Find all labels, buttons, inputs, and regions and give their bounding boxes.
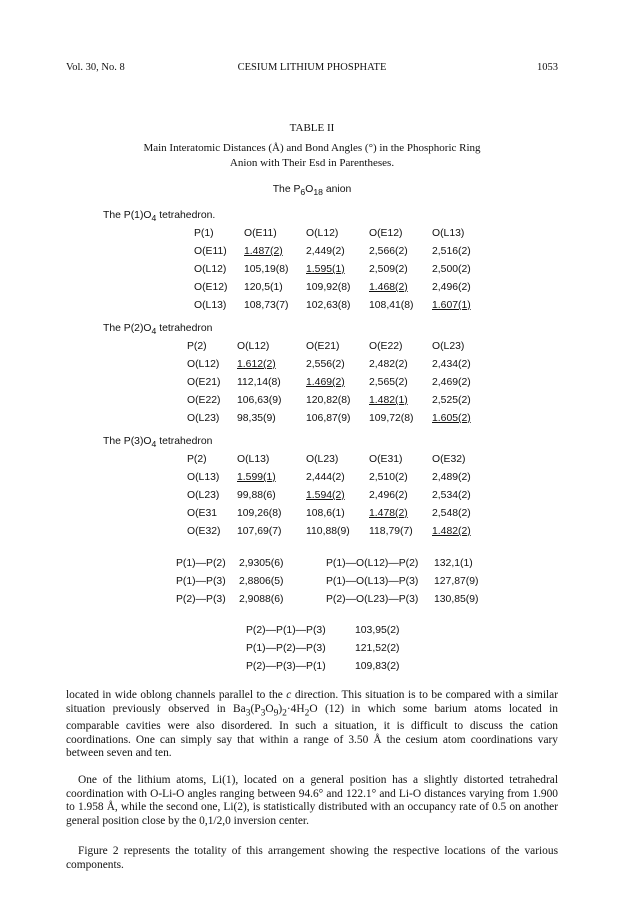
- table-header-cell: O(L12): [306, 228, 339, 239]
- table-cell: 2,449(2): [306, 246, 345, 257]
- paragraph-3: Figure 2 represents the totality of this arrangement showing the respective locations of the various components.: [66, 845, 558, 871]
- table-cell: 2,489(2): [432, 472, 471, 483]
- pop-angle-value: 127,87(9): [434, 576, 479, 587]
- table-cell: 1.482(1): [369, 395, 408, 406]
- table-cell: 2,534(2): [432, 490, 471, 501]
- table-title: TABLE II: [289, 122, 335, 134]
- table-cell: 112,14(8): [237, 377, 281, 388]
- running-title: CESIUM LITHIUM PHOSPHATE: [237, 62, 387, 73]
- table-cell: 118,79(7): [369, 526, 413, 537]
- ppp-angle-value: 103,95(2): [355, 625, 400, 636]
- table-cell: 1.612(2): [237, 359, 276, 370]
- table-header-cell: O(L13): [432, 228, 465, 239]
- pop-angle-label: P(2)—O(L23)—P(3): [326, 594, 419, 605]
- table-cell: 2,482(2): [369, 359, 408, 370]
- table-header-cell: P(1): [194, 228, 214, 239]
- table-cell: 106,87(9): [306, 413, 351, 424]
- table-cell: O(L13): [194, 300, 227, 311]
- table-caption-line2: Anion with Their Esd in Parentheses.: [229, 157, 395, 169]
- table-cell: 2,556(2): [306, 359, 345, 370]
- table-cell: 1.469(2): [306, 377, 345, 388]
- pop-angle-label: P(1)—O(L12)—P(2): [326, 558, 419, 569]
- table-cell: 2,565(2): [369, 377, 408, 388]
- table-cell: 98,35(9): [237, 413, 276, 424]
- ppp-angle-value: 109,83(2): [355, 661, 400, 672]
- table-cell: 2,509(2): [369, 264, 408, 275]
- table-cell: 109,72(8): [369, 413, 414, 424]
- paragraph-1: located in wide oblong channels parallel to the c direction. This situation is to be compared with a similar situation previously observed in $Ba_3(P_3O_9)_2\cdot 4H_2O$ (12) in which some barium atoms located in comparable cavities were also disordered. In such a situation, it is difficult to discuss the cation coordinations. One can simply say that within a range of 3.50 Å the cesium atom coordinations vary between seven and ten.: [66, 689, 558, 760]
- table-cell: 2,516(2): [432, 246, 471, 257]
- table-cell: 102,63(8): [306, 300, 351, 311]
- table-cell: 2,548(2): [432, 508, 471, 519]
- table-cell: 107,69(7): [237, 526, 282, 537]
- table-cell: 120,82(8): [306, 395, 351, 406]
- pop-angle-value: 130,85(9): [434, 594, 479, 605]
- table-header-cell: O(E32): [432, 454, 466, 465]
- table-cell: 110,88(9): [306, 526, 350, 537]
- table-cell: 109,26(8): [237, 508, 282, 519]
- table-cell: 2,500(2): [432, 264, 471, 275]
- table-cell: 1.595(1): [306, 264, 345, 275]
- table-cell: 1.599(1): [237, 472, 276, 483]
- table-header-cell: P(2): [187, 341, 207, 352]
- table-header-cell: O(E31): [369, 454, 403, 465]
- pp-distance-label: P(2)—P(3): [176, 594, 226, 605]
- journal-volume: Vol. 30, No. 8: [66, 62, 125, 73]
- table-cell: O(L13): [187, 472, 220, 483]
- table-header-cell: O(L23): [306, 454, 339, 465]
- table-header-cell: O(E12): [369, 228, 403, 239]
- table-cell: 1.605(2): [432, 413, 471, 424]
- table-header-cell: O(E21): [306, 341, 340, 352]
- table-cell: O(E11): [194, 246, 227, 257]
- table-cell: 2,510(2): [369, 472, 408, 483]
- table-cell: O(E21): [187, 377, 221, 388]
- pp-distance-value: 2,9088(6): [239, 594, 284, 605]
- table-caption-line1: Main Interatomic Distances (Å) and Bond Angles (°) in the Phosphoric Ring: [143, 142, 481, 154]
- ppp-angle-value: 121,52(2): [355, 643, 400, 654]
- table-cell: 120,5(1): [244, 282, 283, 293]
- table-cell: 1.607(1): [432, 300, 471, 311]
- table-cell: O(E22): [187, 395, 221, 406]
- ppp-angle-label: P(2)—P(1)—P(3): [246, 625, 326, 636]
- table-cell: 109,92(8): [306, 282, 351, 293]
- pp-distance-label: P(1)—P(2): [176, 558, 226, 569]
- table-cell: 1.594(2): [306, 490, 345, 501]
- table-header-cell: O(L23): [432, 341, 465, 352]
- page-number: 1053: [537, 62, 558, 73]
- table-cell: 108,73(7): [244, 300, 289, 311]
- table-header-cell: P(2): [187, 454, 207, 465]
- tetrahedron-title: The $P(1)O_4$ tetrahedron.: [103, 210, 216, 224]
- table-cell: O(E31: [187, 508, 218, 519]
- pop-angle-value: 132,1(1): [434, 558, 473, 569]
- table-cell: 106,63(9): [237, 395, 282, 406]
- table-cell: 2,496(2): [432, 282, 471, 293]
- table-cell: 2,566(2): [369, 246, 408, 257]
- table-cell: 1.487(2): [244, 246, 283, 257]
- table-cell: O(L12): [194, 264, 227, 275]
- table-cell: 2,496(2): [369, 490, 408, 501]
- table-header-cell: O(L13): [237, 454, 270, 465]
- table-cell: 99,88(6): [237, 490, 276, 501]
- pp-distance-value: 2,8806(5): [239, 576, 284, 587]
- table-header-cell: O(E22): [369, 341, 403, 352]
- pop-angle-label: P(1)—O(L13)—P(3): [326, 576, 419, 587]
- ppp-angle-label: P(2)—P(3)—P(1): [246, 661, 326, 672]
- table-cell: 1.468(2): [369, 282, 408, 293]
- table-cell: 105,19(8): [244, 264, 289, 275]
- table-cell: 2,525(2): [432, 395, 471, 406]
- table-header-cell: O(L12): [237, 341, 270, 352]
- tetrahedron-title: The $P(2)O_4$ tetrahedron: [103, 323, 213, 337]
- table-cell: O(E32): [187, 526, 221, 537]
- pp-distance-value: 2,9305(6): [239, 558, 284, 569]
- table-cell: 2,434(2): [432, 359, 471, 370]
- table-cell: O(L23): [187, 413, 220, 424]
- anion-heading: The $P_6O_{18}$ anion: [272, 184, 352, 198]
- table-cell: 108,6(1): [306, 508, 345, 519]
- table-cell: O(L23): [187, 490, 220, 501]
- table-cell: 2,444(2): [306, 472, 345, 483]
- table-cell: 108,41(8): [369, 300, 414, 311]
- paragraph-2: One of the lithium atoms, Li(1), located on a general position has a slightly distorted tetrahedral coordination with O-Li-O angles ranging between 94.6° and 122.1° and Li-O distances varying from 1.900 to 1.958 Å, while the second one, Li(2), is statistically distributed with an occupancy rate of 0.5 on another general position close by the 0,1/2,0 inversion center.: [66, 774, 558, 827]
- table-cell: O(L12): [187, 359, 220, 370]
- table-cell: 1.478(2): [369, 508, 408, 519]
- table-cell: 2,469(2): [432, 377, 471, 388]
- pp-distance-label: P(1)—P(3): [176, 576, 226, 587]
- table-cell: 1.482(2): [432, 526, 471, 537]
- ppp-angle-label: P(1)—P(2)—P(3): [246, 643, 326, 654]
- tetrahedron-title: The $P(3)O_4$ tetrahedron: [103, 436, 213, 450]
- table-cell: O(E12): [194, 282, 228, 293]
- table-header-cell: O(E11): [244, 228, 277, 239]
